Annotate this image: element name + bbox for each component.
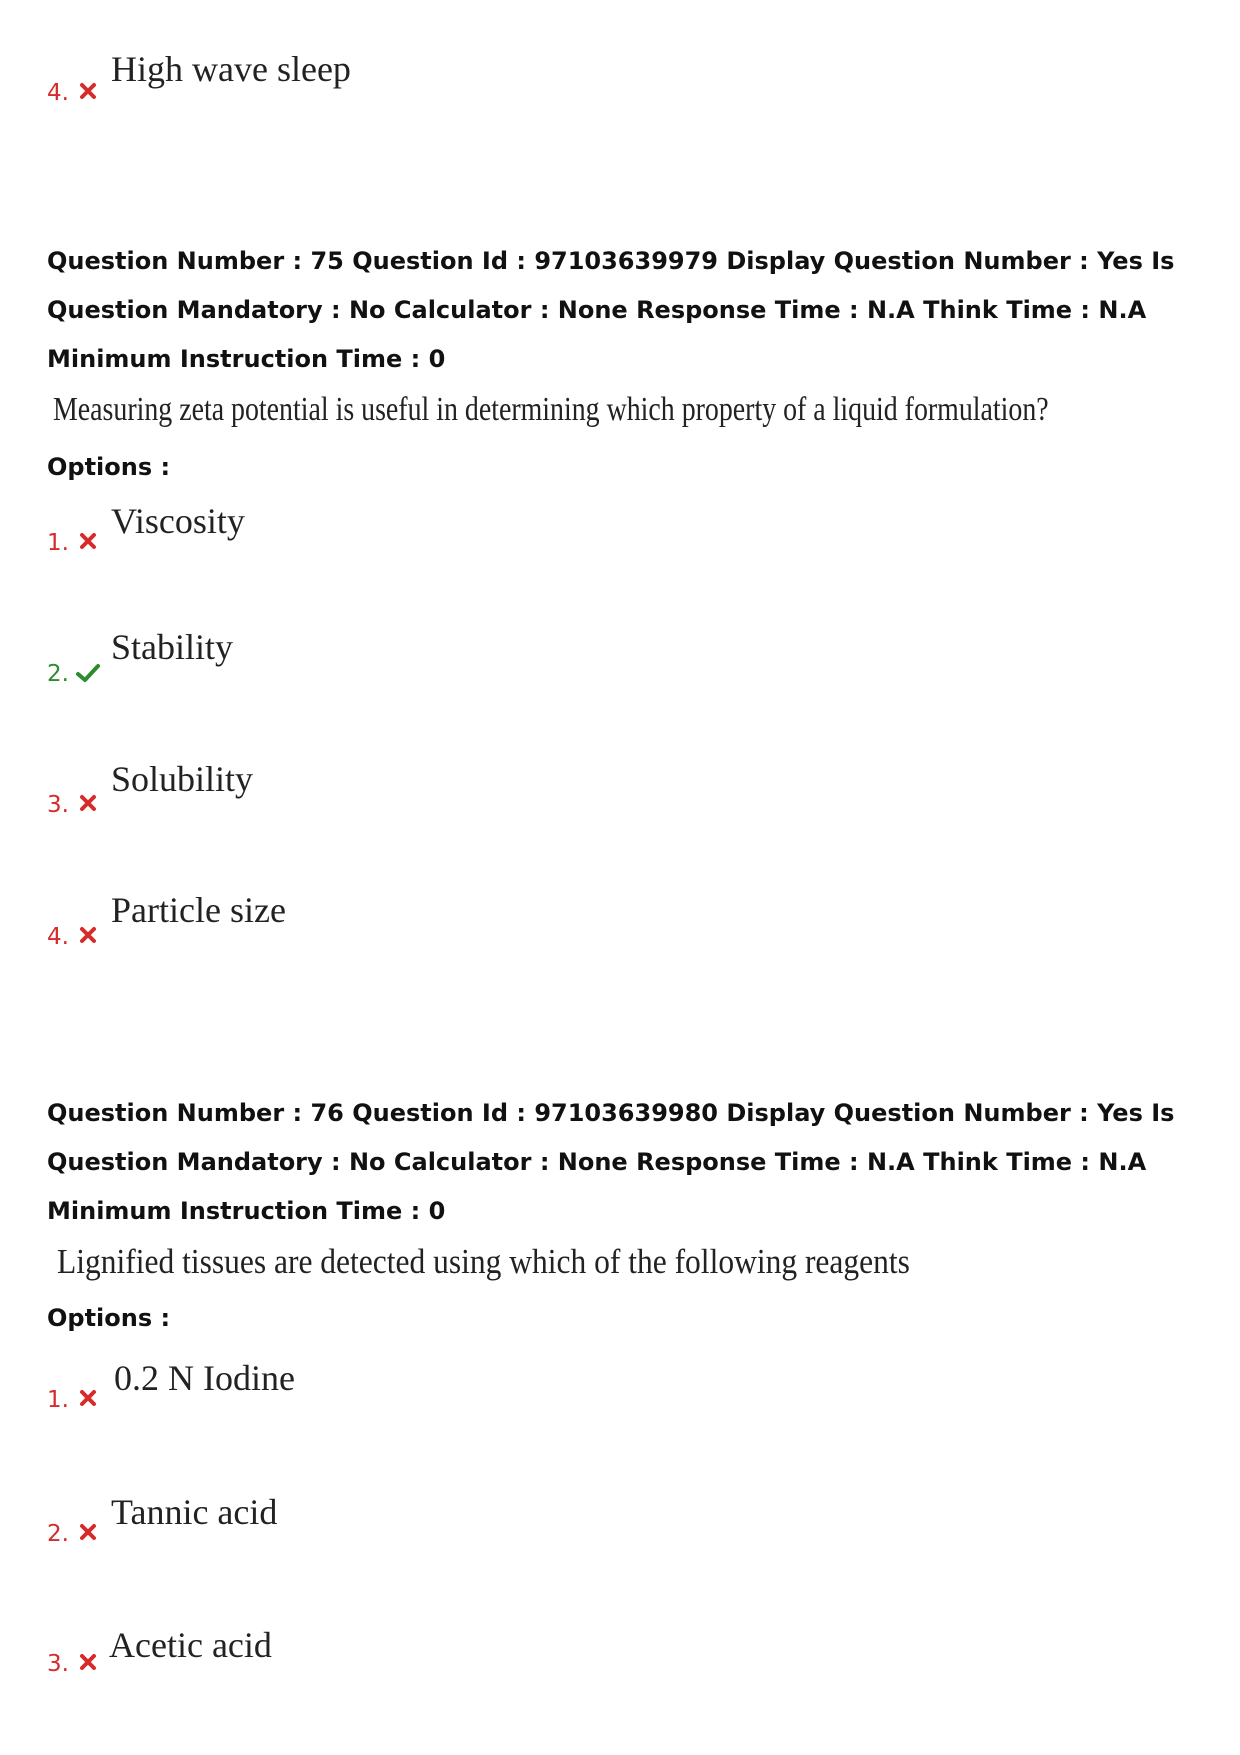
cross-icon — [79, 926, 97, 944]
question-meta: Question Number : 75 Question Id : 97103639979 Display Question Number : Yes Is Question Mandatory : No Calculator : None Response Time : N.A Think Time : N.A Minimum Instruction Time : 0 — [47, 247, 1175, 373]
option-text: High wave sleep — [111, 49, 351, 89]
option-text: Stability — [111, 627, 234, 667]
option-number: 3. — [47, 1651, 69, 1677]
cross-icon — [79, 1389, 97, 1407]
cross-icon — [79, 794, 97, 812]
option-text: Tannic acid — [111, 1492, 278, 1532]
check-icon — [76, 663, 100, 683]
question-text: Measuring zeta potential is useful in determining which property of a liquid formulation? — [53, 391, 1049, 428]
option-number: 2. — [47, 1521, 69, 1547]
option-number: 3. — [47, 792, 69, 818]
options-label: Options : — [47, 1304, 171, 1332]
option-number: 4. — [47, 924, 69, 950]
option-text: Acetic acid — [109, 1625, 272, 1665]
option-number: 1. — [47, 530, 69, 556]
question-meta: Question Number : 76 Question Id : 97103639980 Display Question Number : Yes Is Question Mandatory : No Calculator : None Response Time : N.A Think Time : N.A Minimum Instruction Time : 0 — [47, 1099, 1175, 1225]
option-number: 4. — [47, 80, 69, 106]
options-label: Options : — [47, 453, 171, 481]
cross-icon — [79, 1523, 97, 1541]
option-number: 2. — [47, 661, 69, 687]
question-text: Lignified tissues are detected using which of the following reagents — [57, 1242, 910, 1281]
option-text: Solubility — [111, 759, 254, 799]
cross-icon — [79, 82, 97, 100]
cross-icon — [79, 1653, 97, 1671]
option-number: 1. — [47, 1387, 69, 1413]
option-text: Viscosity — [111, 501, 245, 541]
cross-icon — [79, 532, 97, 550]
option-text: 0.2 N Iodine — [114, 1358, 295, 1398]
option-text: Particle size — [111, 890, 286, 930]
